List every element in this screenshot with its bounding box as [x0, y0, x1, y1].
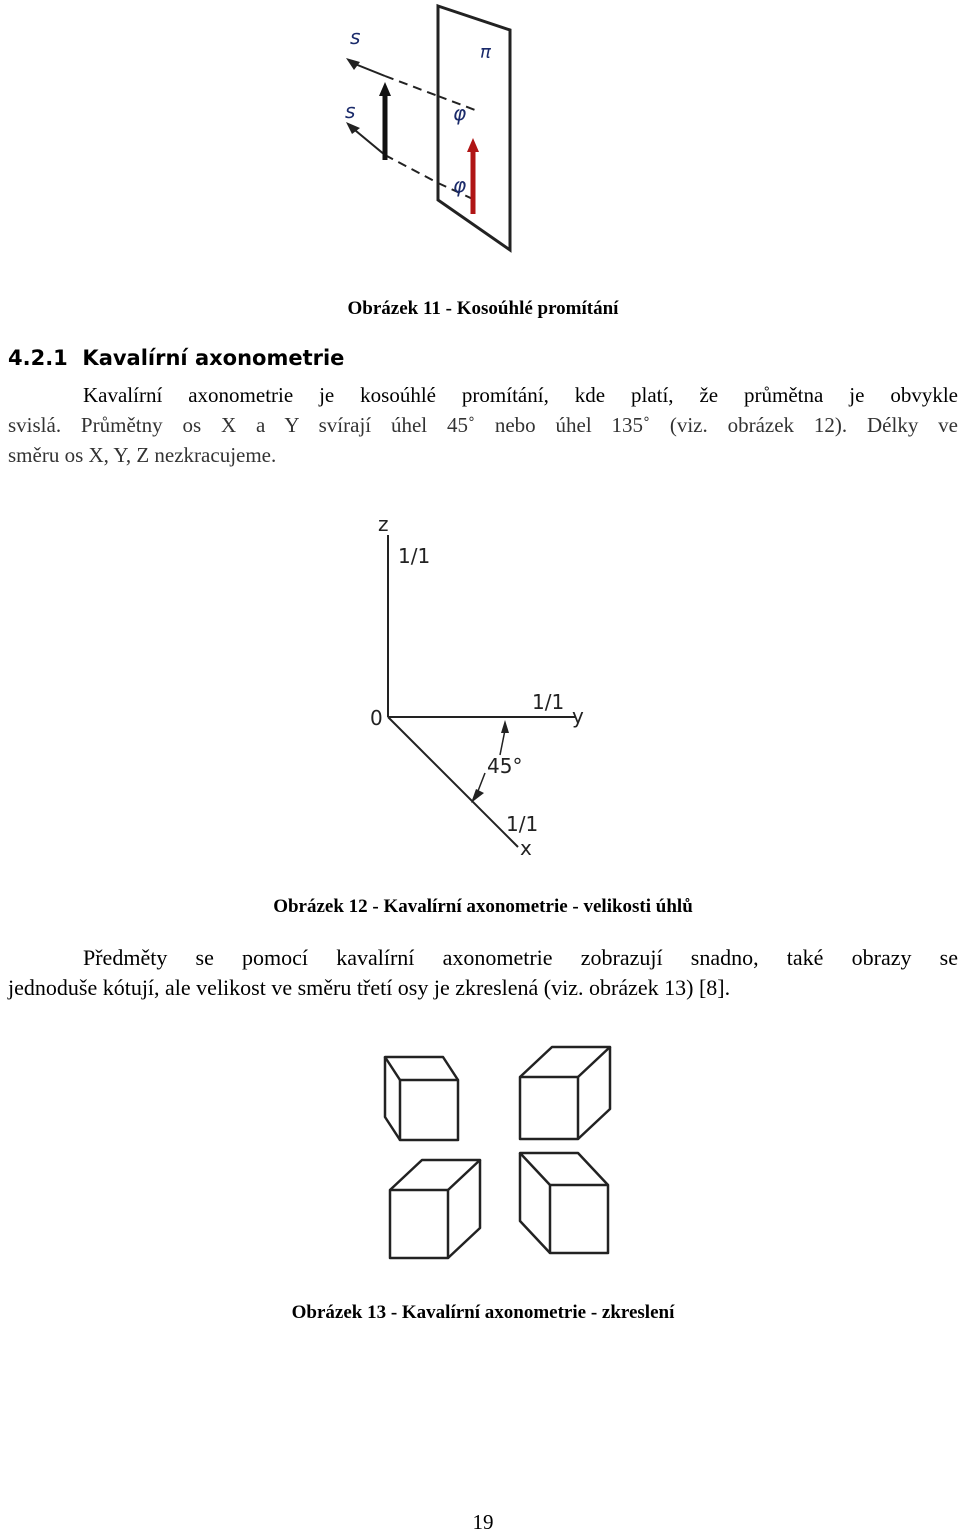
- paragraph-2-line-2: jednoduše kótují, ale velikost ve směru třetí osy je zkreslená (viz. obrázek 13) [8].: [8, 975, 731, 1000]
- section-number: 4.2.1: [8, 346, 68, 370]
- origin-label: 0: [370, 706, 383, 730]
- figure-12-caption: Obrázek 12 - Kavalírní axonometrie - velikosti úhlů: [273, 896, 693, 917]
- axis-z-unit-label: 1/1: [398, 544, 431, 568]
- axis-z-label: z: [378, 512, 389, 536]
- figure-13-distortion-cubes: [370, 1035, 620, 1270]
- label-phi-top: φ: [453, 101, 467, 125]
- paragraph-1-line-3: směru os X, Y, Z nezkracujeme.: [8, 443, 277, 467]
- axis-y-unit-label: 1/1: [532, 690, 565, 714]
- figure-11-caption: Obrázek 11 - Kosoúhlé promítání: [347, 298, 619, 319]
- section-heading: [8, 346, 344, 370]
- axis-x-label: x: [520, 836, 532, 860]
- label-s-mid: s: [345, 99, 356, 123]
- figure-11-oblique-projection: [310, 0, 650, 270]
- cube-top-right: [520, 1047, 610, 1139]
- angle-label: 45°: [487, 754, 523, 778]
- label-pi: π: [480, 42, 491, 63]
- paragraph-1-line-2: svislá. Průmětny os X a Y svírají úhel 45˚ nebo úhel 135˚ (viz. obrázek 12). Délky ve: [8, 413, 958, 437]
- page-number: 19: [472, 1510, 494, 1534]
- paragraph-2-line-1: Předměty se pomocí kavalírní axonometrie zobrazují snadno, také obrazy se: [83, 945, 958, 970]
- figure-13-caption: Obrázek 13 - Kavalírní axonometrie - zkreslení: [291, 1302, 675, 1323]
- axis-x-unit-label: 1/1: [506, 812, 539, 836]
- axis-y-label: y: [572, 704, 584, 728]
- cube-top-left: [385, 1057, 458, 1140]
- label-phi-bottom: φ: [453, 173, 467, 197]
- figure-12-cavalier-axes: [350, 505, 610, 875]
- cube-bottom-left: [390, 1160, 480, 1258]
- paragraph-1: [8, 380, 958, 470]
- label-s-top: s: [350, 25, 361, 49]
- paragraph-2: [8, 942, 958, 1002]
- cube-bottom-right: [520, 1153, 608, 1253]
- paragraph-1-line-1: Kavalírní axonometrie je kosoúhlé promítání, kde platí, že průmětna je obvykle: [83, 383, 958, 407]
- section-title: Kavalírní axonometrie: [82, 346, 345, 370]
